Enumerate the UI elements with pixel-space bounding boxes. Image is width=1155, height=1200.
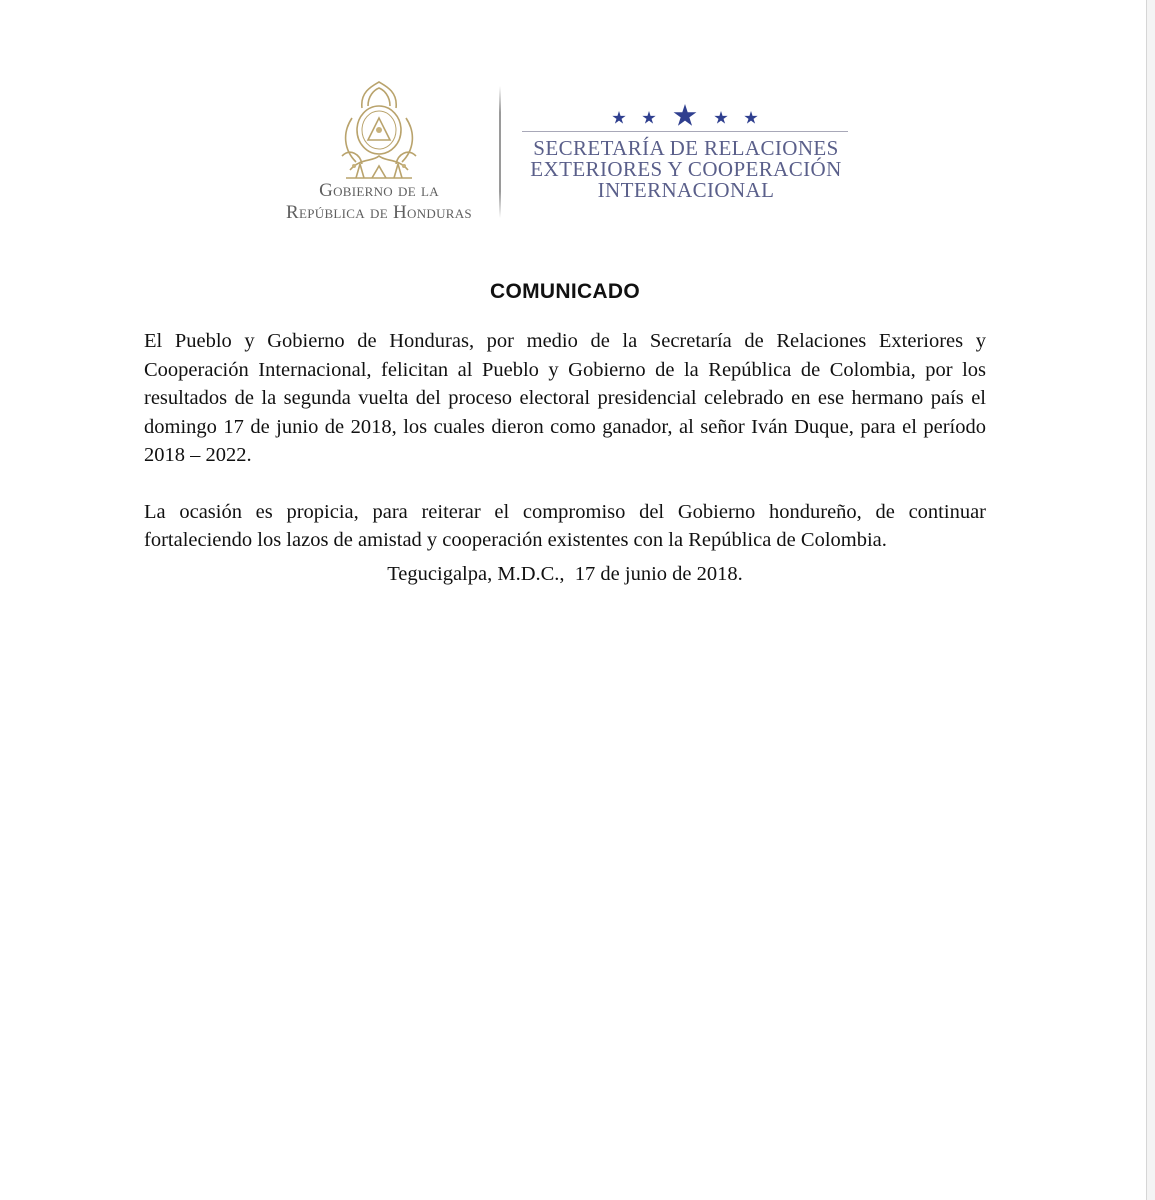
coat-of-arms-icon — [332, 78, 426, 188]
paragraph-1: El Pueblo y Gobierno de Honduras, por medio de la Secretaría de Relaciones Exteriores y Cooperación Internacional, felicitan al Pueblo y Gobierno de la República de Colombia, por los resultados de la segunda vuelta del proceso electoral presidencial celebrado en ese hermano país el domingo 17 de junio de 2018, los cuales dieron como ganador, al señor Iván Duque, para el período 2018 – 2022. — [144, 330, 986, 466]
government-line-2: República de Honduras — [286, 202, 472, 223]
document-body — [144, 327, 986, 555]
secretariat-line-2: EXTERIORES Y COOPERACIÓN — [530, 157, 842, 181]
stars-icon — [605, 100, 765, 132]
logo-divider — [499, 86, 501, 218]
government-logo-text — [262, 180, 496, 224]
page-edge — [1147, 0, 1155, 1200]
paragraph-2: La ocasión es propicia, para reiterar el compromiso del Gobierno hondureño, de continuar fortaleciendo los lazos de amistad y cooperación existentes con la República de Colombia. — [144, 500, 986, 551]
secretariat-rule — [522, 131, 848, 132]
place-and-date: Tegucigalpa, M.D.C., 17 de junio de 2018. — [387, 563, 743, 585]
secretariat-line-1: SECRETARÍA DE RELACIONES — [533, 136, 839, 160]
document-title: COMUNICADO — [490, 280, 640, 303]
government-line-1: Gobierno de la — [319, 180, 439, 201]
secretariat-logo-text — [516, 138, 856, 201]
secretariat-line-3: INTERNACIONAL — [597, 178, 775, 202]
